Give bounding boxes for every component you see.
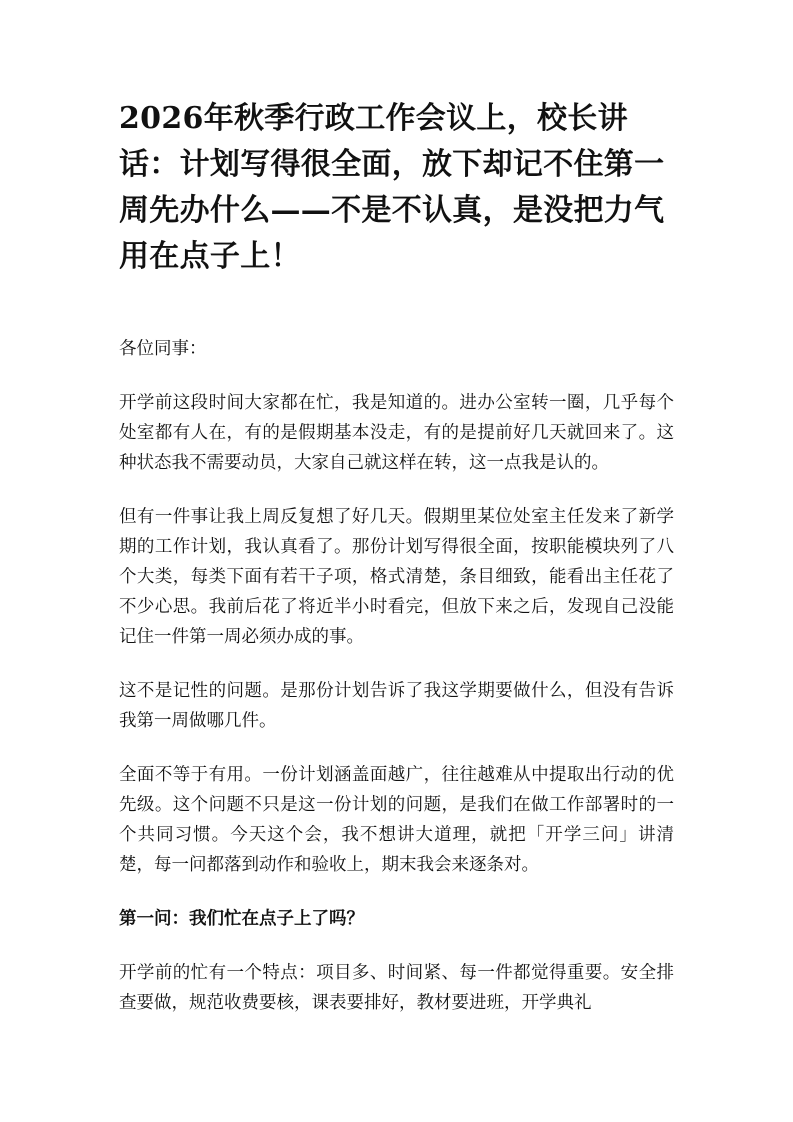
paragraph-2: 但有一件事让我上周反复想了好几天。假期里某位处室主任发来了新学期的工作计划，我认真看了。那份计划写得很全面，按职能模块列了八个大类，每类下面有若干子项，格式清楚，条目细致，能看出主任花了不少心思。我前后花了将近半小时看完，但放下来之后，发现自己没能记住一件第一周必须办成的事。	[119, 507, 674, 647]
paragraph-3: 这不是记性的问题。是那份计划告诉了我这学期要做什么，但没有告诉我第一周做哪几件。	[119, 681, 674, 731]
paragraph-1: 开学前这段时间大家都在忙，我是知道的。进办公室转一圈，几乎每个处室都有人在，有的是假期基本没走，有的是提前好几天就回来了。这种状态我不需要动员，大家自己就这样在转，这一点我是认的。	[119, 393, 674, 473]
document-title: 2026年秋季行政工作会议上，校长讲话：计划写得很全面，放下却记不住第一周先办什么——不是不认真，是没把力气用在点子上！	[119, 101, 665, 274]
section-heading-1: 第一问：我们忙在点子上了吗？	[119, 909, 364, 929]
salutation: 各位同事：	[119, 339, 207, 359]
paragraph-4: 全面不等于有用。一份计划涵盖面越广，往往越难从中提取出行动的优先级。这个问题不只是这一份计划的问题，是我们在做工作部署时的一个共同习惯。今天这个会，我不想讲大道理，就把「开学三问」讲清楚，每一问都落到动作和验收上，期末我会来逐条对。	[119, 765, 674, 875]
section-1-paragraph: 开学前的忙有一个特点：项目多、时间紧、每一件都觉得重要。安全排查要做，规范收费要核，课表要排好，教材要进班，开学典礼	[119, 963, 674, 1013]
